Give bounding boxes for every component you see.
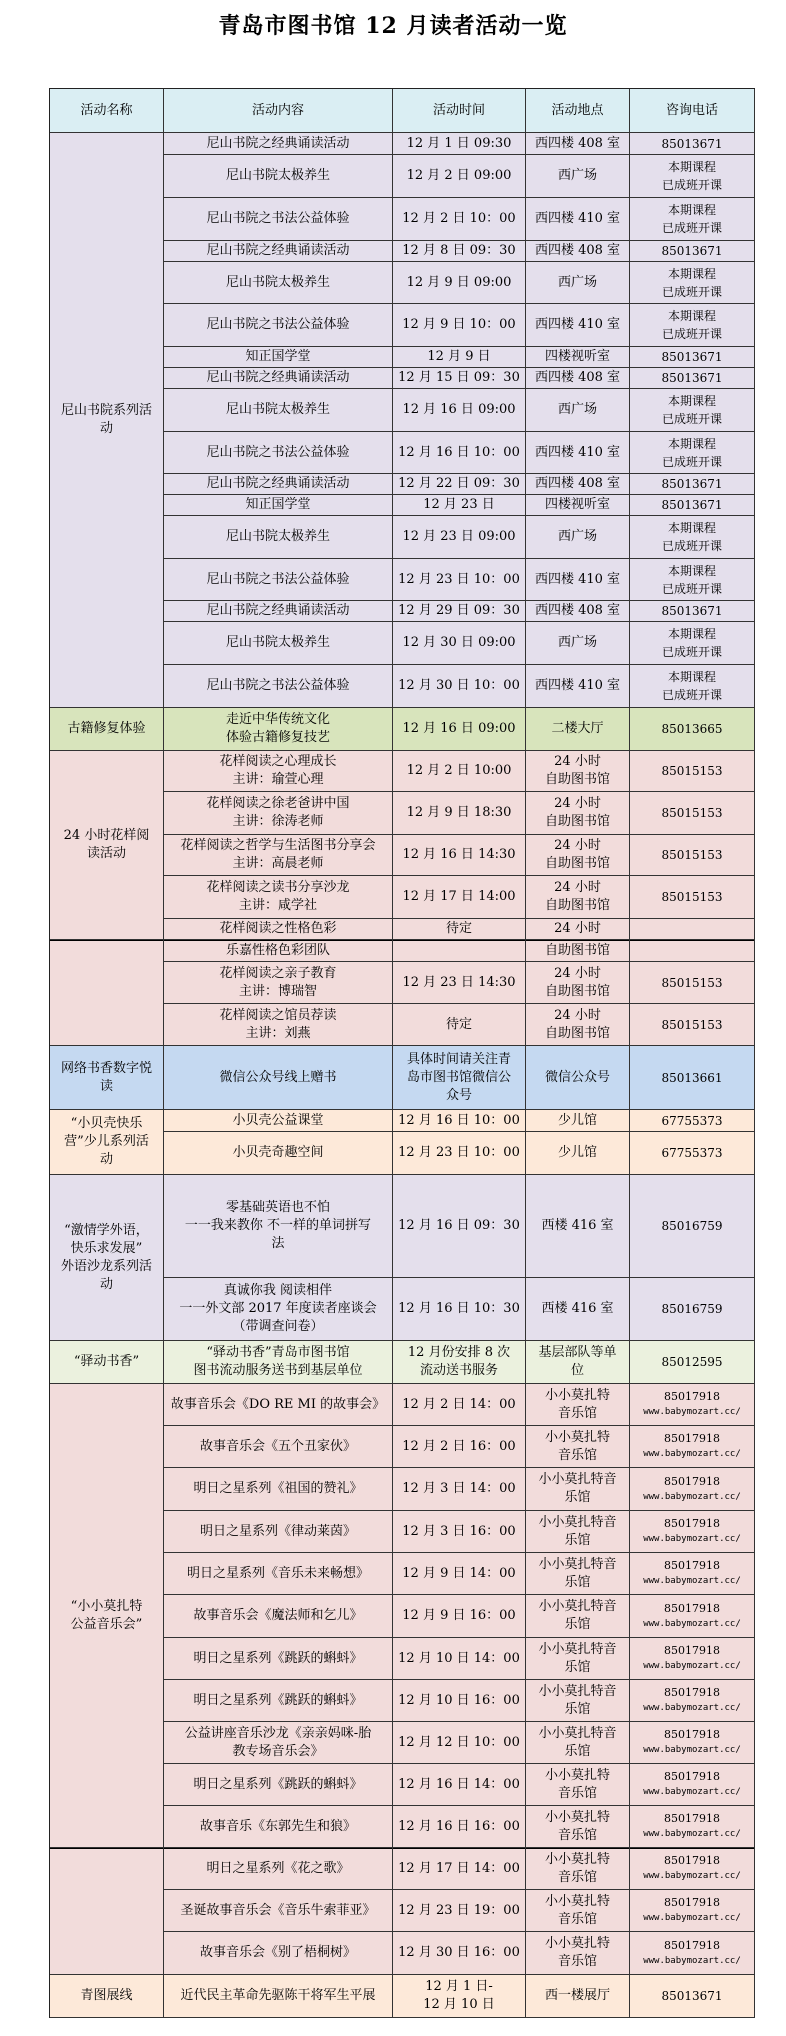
- activity-time: 12 月 30 日 16：00: [393, 1932, 526, 1975]
- activity-time: 12 月 1 日 09:30: [393, 133, 526, 155]
- activity-content: 尼山书院太极养生: [164, 262, 393, 304]
- activity-location: 小小莫扎特音 乐馆: [526, 1595, 630, 1638]
- activity-time: 12 月 23 日 09:00: [393, 516, 526, 559]
- contact-phone: 85012595: [630, 1341, 755, 1384]
- activity-location: 西四楼 410 室: [526, 559, 630, 601]
- contact-phone: 本期课程 已成班开课: [630, 198, 755, 241]
- activity-time: 12 月 23 日: [393, 495, 526, 516]
- activity-location: 小小莫扎特音 乐馆: [526, 1680, 630, 1722]
- contact-phone: 85013671: [630, 1975, 755, 2018]
- activity-time: 12 月 9 日 09:00: [393, 262, 526, 304]
- activity-time: 12 月 9 日 14：00: [393, 1553, 526, 1595]
- activity-location: 西四楼 408 室: [526, 601, 630, 622]
- contact-phone: 85016759: [630, 1175, 755, 1278]
- contact-phone: 85013671: [630, 495, 755, 516]
- activity-location: 小小莫扎特音 乐馆: [526, 1511, 630, 1553]
- activity-location: 24 小时: [526, 919, 630, 940]
- contact-cell: [630, 1384, 755, 1426]
- activity-location: 西四楼 408 室: [526, 133, 630, 155]
- contact-cell: [630, 1426, 755, 1468]
- activity-content: 花样阅读之亲子教育 主讲：博瑞智: [164, 962, 393, 1004]
- section-name: 24 小时花样阅 读活动: [50, 751, 164, 940]
- contact-website: www.babymozart.cc/: [643, 1491, 741, 1502]
- activity-content: 故事音乐会《别了梧桐树》: [164, 1932, 393, 1975]
- section-name: “激情学外语， 快乐求发展” 外语沙龙系列活 动: [50, 1175, 164, 1341]
- contact-website: www.babymozart.cc/: [643, 1703, 741, 1713]
- activity-location: 24 小时 自助图书馆: [526, 962, 630, 1004]
- activity-location: 西四楼 410 室: [526, 304, 630, 347]
- activity-content: 尼山书院之书法公益体验: [164, 198, 393, 241]
- contact-phone: [630, 919, 755, 940]
- activity-time: 12 月 16 日 14:30: [393, 835, 526, 876]
- activity-location: 西四楼 408 室: [526, 474, 630, 495]
- activity-location: 小小莫扎特 音乐馆: [526, 1890, 630, 1932]
- activity-location: 西四楼 408 室: [526, 241, 630, 262]
- activity-location: 小小莫扎特音 乐馆: [526, 1553, 630, 1595]
- activity-table: [49, 88, 755, 2018]
- activity-time: 待定: [393, 1004, 526, 1046]
- contact-cell: [630, 1848, 755, 1890]
- contact-cell: [630, 1468, 755, 1511]
- activity-content: 故事音乐《东郭先生和狼》: [164, 1806, 393, 1848]
- column-header-location: 活动地点: [526, 89, 630, 133]
- activity-content: 花样阅读之性格色彩: [164, 919, 393, 940]
- activity-location: 小小莫扎特 音乐馆: [526, 1384, 630, 1426]
- page-title: 青岛市图书馆 12 月读者活动一览: [218, 13, 568, 39]
- activity-content: 明日之星系列《音乐未来畅想》: [164, 1553, 393, 1595]
- activity-location: 西广场: [526, 262, 630, 304]
- activity-time: 12 月 8 日 09：30: [393, 241, 526, 262]
- contact-phone: 本期课程 已成班开课: [630, 559, 755, 601]
- contact-phone: [630, 940, 755, 962]
- contact-cell: [630, 1680, 755, 1722]
- activity-time: 12 月 16 日 09：30: [393, 1175, 526, 1278]
- activity-time: 12 月 16 日 14：00: [393, 1764, 526, 1806]
- activity-content: 知正国学堂: [164, 347, 393, 368]
- activity-content: 小贝壳奇趣空间: [164, 1132, 393, 1175]
- activity-time: 12 月 2 日 16：00: [393, 1426, 526, 1468]
- contact-phone: 本期课程 已成班开课: [630, 262, 755, 304]
- contact-phone: 85013671: [630, 474, 755, 495]
- contact-phone: 85017918: [664, 1770, 720, 1783]
- activity-time: 12 月 10 日 14：00: [393, 1638, 526, 1680]
- activity-location: 小小莫扎特 音乐馆: [526, 1806, 630, 1848]
- contact-website: www.babymozart.cc/: [643, 1449, 741, 1459]
- activity-time: 12 月 23 日 10：00: [393, 559, 526, 601]
- activity-location: 小小莫扎特音 乐馆: [526, 1468, 630, 1511]
- contact-phone: 85017918: [664, 1390, 720, 1403]
- activity-time: 12 月 30 日 10：00: [393, 665, 526, 708]
- activity-time: 12 月 2 日 09:00: [393, 155, 526, 198]
- activity-location: 少儿馆: [526, 1110, 630, 1132]
- activity-content: 故事音乐会《DO RE MI 的故事会》: [164, 1384, 393, 1426]
- activity-location: 西广场: [526, 389, 630, 432]
- contact-website: www.babymozart.cc/: [643, 1787, 741, 1797]
- contact-cell: [630, 1595, 755, 1638]
- contact-phone: 85017918: [664, 1517, 720, 1530]
- section-name: 古籍修复体验: [50, 708, 164, 751]
- contact-phone: 85017918: [664, 1728, 720, 1741]
- activity-time: 12 月 23 日 14:30: [393, 962, 526, 1004]
- contact-phone: 本期课程 已成班开课: [630, 304, 755, 347]
- activity-time: 12 月 16 日 10：30: [393, 1278, 526, 1341]
- activity-time: 12 月 9 日 10：00: [393, 304, 526, 347]
- activity-time: 12 月 10 日 16：00: [393, 1680, 526, 1722]
- activity-content: 故事音乐会《魔法师和乞儿》: [164, 1595, 393, 1638]
- activity-location: 四楼视听室: [526, 495, 630, 516]
- contact-phone: 85017918: [664, 1559, 720, 1572]
- activity-location: 基层部队等单 位: [526, 1341, 630, 1384]
- contact-phone: 本期课程 已成班开课: [630, 155, 755, 198]
- activity-content: 花样阅读之徐老爸讲中国 主讲：徐涛老师: [164, 792, 393, 835]
- section-name: “驿动书香”: [50, 1341, 164, 1384]
- activity-location: 西楼 416 室: [526, 1175, 630, 1278]
- contact-cell: [630, 1511, 755, 1553]
- contact-phone: 85013671: [630, 241, 755, 262]
- contact-phone: 67755373: [630, 1110, 755, 1132]
- activity-location: 西四楼 410 室: [526, 198, 630, 241]
- contact-cell: [630, 1638, 755, 1680]
- activity-content: 知正国学堂: [164, 495, 393, 516]
- activity-location: 西四楼 410 室: [526, 665, 630, 708]
- activity-time: 12 月 12 日 10：00: [393, 1722, 526, 1764]
- contact-phone: 85016759: [630, 1278, 755, 1341]
- activity-location: 二楼大厅: [526, 708, 630, 751]
- activity-location: 小小莫扎特 音乐馆: [526, 1848, 630, 1890]
- activity-content: 明日之星系列《跳跃的蝌蚪》: [164, 1638, 393, 1680]
- contact-cell: [630, 1890, 755, 1932]
- activity-content: 明日之星系列《祖国的赞礼》: [164, 1468, 393, 1511]
- activity-location: 西楼 416 室: [526, 1278, 630, 1341]
- contact-phone: 85015153: [630, 876, 755, 919]
- contact-phone: 85013671: [630, 601, 755, 622]
- contact-phone: 85013671: [630, 133, 755, 155]
- activity-content: 真诚你我 阅读相伴 一一外文部 2017 年度读者座谈会 （带调查问卷）: [164, 1278, 393, 1341]
- contact-phone: 85017918: [664, 1474, 720, 1488]
- contact-phone: 85015153: [630, 962, 755, 1004]
- activity-location: 西四楼 410 室: [526, 432, 630, 474]
- activity-time: 待定: [393, 919, 526, 940]
- column-header-name: 活动名称: [50, 89, 164, 133]
- activity-time: 12 月 3 日 16：00: [393, 1511, 526, 1553]
- activity-content: 明日之星系列《跳跃的蝌蚪》: [164, 1680, 393, 1722]
- activity-content: 花样阅读之读书分享沙龙 主讲：咸学社: [164, 876, 393, 919]
- activity-location: 少儿馆: [526, 1132, 630, 1175]
- contact-phone: 85013671: [630, 347, 755, 368]
- activity-time: 12 月 16 日 10：00: [393, 1110, 526, 1132]
- activity-time: 12 月 30 日 09:00: [393, 622, 526, 665]
- contact-cell: [630, 1932, 755, 1975]
- activity-content: 尼山书院之经典诵读活动: [164, 133, 393, 155]
- contact-website: www.babymozart.cc/: [643, 1576, 741, 1586]
- activity-time: 12 月 16 日 09:00: [393, 389, 526, 432]
- activity-time: 12 月 2 日 10：00: [393, 198, 526, 241]
- activity-content: 尼山书院太极养生: [164, 516, 393, 559]
- contact-cell: [630, 1764, 755, 1806]
- contact-website: www.babymozart.cc/: [643, 1407, 741, 1417]
- section-name: 尼山书院系列活 动: [50, 133, 164, 708]
- activity-time: 12 月 16 日 10：00: [393, 432, 526, 474]
- contact-phone: 85013665: [630, 708, 755, 751]
- contact-website: www.babymozart.cc/: [643, 1913, 741, 1923]
- contact-phone: 本期课程 已成班开课: [630, 432, 755, 474]
- activity-location: 小小莫扎特音 乐馆: [526, 1722, 630, 1764]
- activity-time: 12 月 23 日 10：00: [393, 1132, 526, 1175]
- contact-website: www.babymozart.cc/: [643, 1829, 741, 1839]
- activity-location: 小小莫扎特 音乐馆: [526, 1764, 630, 1806]
- activity-time: 12 月 3 日 14：00: [393, 1468, 526, 1511]
- activity-content: 小贝壳公益课堂: [164, 1110, 393, 1132]
- activity-content: 花样阅读之心理成长 主讲：瑜萱心理: [164, 751, 393, 792]
- activity-location: 小小莫扎特 音乐馆: [526, 1932, 630, 1975]
- activity-location: 四楼视听室: [526, 347, 630, 368]
- activity-location: 微信公众号: [526, 1046, 630, 1110]
- activity-content: 尼山书院之经典诵读活动: [164, 241, 393, 262]
- activity-time: 12 月 9 日: [393, 347, 526, 368]
- section-name: 青图展线: [50, 1975, 164, 2018]
- contact-website: www.babymozart.cc/: [643, 1661, 741, 1671]
- contact-phone: 本期课程 已成班开课: [630, 665, 755, 708]
- activity-content: 尼山书院之书法公益体验: [164, 559, 393, 601]
- activity-time: 12 月份安排 8 次 流动送书服务: [393, 1341, 526, 1384]
- activity-time: 12 月 29 日 09：30: [393, 601, 526, 622]
- contact-phone: 67755373: [630, 1132, 755, 1175]
- contact-phone: 85015153: [630, 792, 755, 835]
- contact-phone: 85017918: [664, 1432, 720, 1445]
- activity-time: 12 月 17 日 14：00: [393, 1848, 526, 1890]
- activity-time: 12 月 2 日 10:00: [393, 751, 526, 792]
- activity-content: 公益讲座音乐沙龙《亲亲妈咪-胎 教专场音乐会》: [164, 1722, 393, 1764]
- contact-phone: 85017918: [664, 1854, 720, 1867]
- contact-phone: 85017918: [664, 1896, 720, 1909]
- contact-cell: [630, 1722, 755, 1764]
- activity-location: 24 小时 自助图书馆: [526, 835, 630, 876]
- contact-phone: 85017918: [664, 1686, 720, 1699]
- activity-location: 24 小时 自助图书馆: [526, 1004, 630, 1046]
- activity-location: 西广场: [526, 155, 630, 198]
- activity-content: 走近中华传统文化 体验古籍修复技艺: [164, 708, 393, 751]
- contact-website: www.babymozart.cc/: [643, 1871, 741, 1881]
- activity-content: 尼山书院太极养生: [164, 389, 393, 432]
- contact-phone: 本期课程 已成班开课: [630, 389, 755, 432]
- activity-content: 尼山书院之书法公益体验: [164, 304, 393, 347]
- activity-content: “驿动书香”青岛市图书馆 图书流动服务送书到基层单位: [164, 1341, 393, 1384]
- section-name: “小贝壳快乐 营”少儿系列活 动: [50, 1110, 164, 1175]
- activity-location: 西广场: [526, 516, 630, 559]
- activity-location: 小小莫扎特音 乐馆: [526, 1638, 630, 1680]
- activity-content: 近代民主革命先驱陈干将军生平展: [164, 1975, 393, 2018]
- activity-location: 西一楼展厅: [526, 1975, 630, 2018]
- activity-content: 明日之星系列《花之歌》: [164, 1848, 393, 1890]
- contact-website: www.babymozart.cc/: [643, 1745, 741, 1755]
- section-name: [50, 940, 164, 1046]
- column-header-time: 活动时间: [393, 89, 526, 133]
- contact-phone: 85015153: [630, 751, 755, 792]
- activity-content: 明日之星系列《律动莱茵》: [164, 1511, 393, 1553]
- activity-location: 24 小时 自助图书馆: [526, 792, 630, 835]
- activity-time: 12 月 22 日 09：30: [393, 474, 526, 495]
- activity-content: 零基础英语也不怕 一一我来教你 不一样的单词拼写 法: [164, 1175, 393, 1278]
- activity-content: 花样阅读之馆员荐读 主讲：刘燕: [164, 1004, 393, 1046]
- contact-cell: [630, 1553, 755, 1595]
- activity-location: 24 小时 自助图书馆: [526, 751, 630, 792]
- activity-content: 尼山书院之书法公益体验: [164, 665, 393, 708]
- activity-location: 24 小时 自助图书馆: [526, 876, 630, 919]
- contact-phone: 85013671: [630, 368, 755, 389]
- activity-content: 故事音乐会《五个丑家伙》: [164, 1426, 393, 1468]
- section-name: 网络书香数字悦 读: [50, 1046, 164, 1110]
- activity-content: 尼山书院太极养生: [164, 155, 393, 198]
- contact-website: www.babymozart.cc/: [643, 1955, 741, 1966]
- contact-phone: 85017918: [664, 1812, 720, 1825]
- activity-time: 12 月 9 日 18:30: [393, 792, 526, 835]
- activity-time: [393, 940, 526, 962]
- activity-content: 尼山书院太极养生: [164, 622, 393, 665]
- activity-time: 12 月 16 日 09:00: [393, 708, 526, 751]
- activity-time: 12 月 15 日 09：30: [393, 368, 526, 389]
- activity-content: 微信公众号线上赠书: [164, 1046, 393, 1110]
- section-name: [50, 1848, 164, 1975]
- activity-content: 尼山书院之经典诵读活动: [164, 474, 393, 495]
- contact-phone: 85017918: [664, 1938, 720, 1952]
- contact-phone: 85013661: [630, 1046, 755, 1110]
- activity-time: 具体时间请关注青 岛市图书馆微信公 众号: [393, 1046, 526, 1110]
- activity-location: 小小莫扎特 音乐馆: [526, 1426, 630, 1468]
- contact-website: www.babymozart.cc/: [643, 1534, 741, 1544]
- activity-content: 圣诞故事音乐会《音乐牛索菲亚》: [164, 1890, 393, 1932]
- contact-phone: 85015153: [630, 1004, 755, 1046]
- activity-content: 尼山书院之经典诵读活动: [164, 368, 393, 389]
- activity-time: 12 月 23 日 19：00: [393, 1890, 526, 1932]
- contact-phone: 85017918: [664, 1601, 720, 1615]
- activity-content: 花样阅读之哲学与生活图书分享会 主讲：高晨老师: [164, 835, 393, 876]
- contact-phone: 本期课程 已成班开课: [630, 516, 755, 559]
- contact-phone: 85017918: [664, 1644, 720, 1657]
- activity-location: 西广场: [526, 622, 630, 665]
- activity-location: 西四楼 408 室: [526, 368, 630, 389]
- activity-time: 12 月 16 日 16：00: [393, 1806, 526, 1848]
- column-header-content: 活动内容: [164, 89, 393, 133]
- activity-content: 尼山书院之经典诵读活动: [164, 601, 393, 622]
- activity-content: 乐嘉性格色彩团队: [164, 940, 393, 962]
- contact-phone: 本期课程 已成班开课: [630, 622, 755, 665]
- activity-content: 尼山书院之书法公益体验: [164, 432, 393, 474]
- activity-time: 12 月 1 日- 12 月 10 日: [393, 1975, 526, 2018]
- contact-cell: [630, 1806, 755, 1848]
- activity-content: 明日之星系列《跳跃的蝌蚪》: [164, 1764, 393, 1806]
- activity-location: 自助图书馆: [526, 940, 630, 962]
- activity-time: 12 月 17 日 14:00: [393, 876, 526, 919]
- activity-time: 12 月 2 日 14：00: [393, 1384, 526, 1426]
- contact-phone: 85015153: [630, 835, 755, 876]
- contact-website: www.babymozart.cc/: [643, 1618, 741, 1629]
- section-name: “小小莫扎特 公益音乐会”: [50, 1384, 164, 1848]
- activity-time: 12 月 9 日 16：00: [393, 1595, 526, 1638]
- column-header-phone: 咨询电话: [630, 89, 755, 133]
